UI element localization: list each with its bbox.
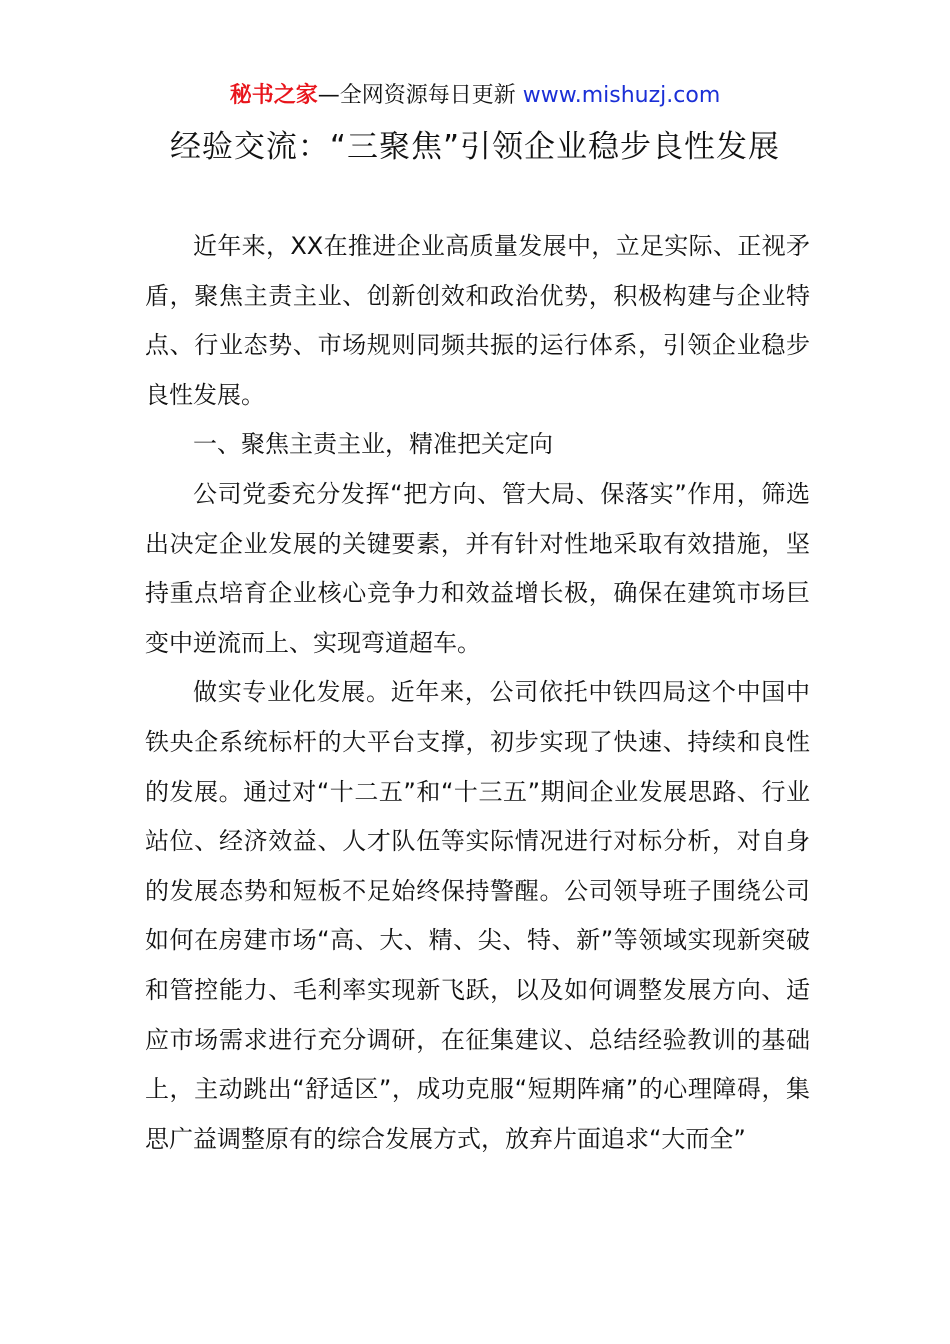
document-title: 经验交流：“三聚焦”引领企业稳步良性发展 bbox=[169, 129, 781, 165]
section-heading-1: 一、聚焦主责主业，精准把关定向 bbox=[193, 430, 553, 459]
site-url-link[interactable]: www.mishuzj.com bbox=[522, 83, 721, 108]
brand-name: 秘书之家 bbox=[229, 83, 318, 108]
paragraph-intro: 近年来，XX在推进企业高质量发展中，立足实际、正视矛盾，聚焦主责主业、创新创效和政治优势，积极构建与企业特点、行业态势、市场规则同频共振的运行体系，引领企业稳步良性发展。 bbox=[145, 232, 810, 409]
document-body bbox=[145, 222, 810, 1164]
paragraph-specialization: 做实专业化发展。近年来，公司依托中铁四局这个中国中铁央企系统标杆的大平台支撑，初步实现了快速、持续和良性的发展。通过对“十二五”和“十三五”期间企业发展思路、行业站位、经济效益、人才队伍等实际情况进行对标分析，对自身的发展态势和短板不足始终保持警醒。公司领导班子围绕公司如何在房建市场“高、大、精、尖、特、新”等领域实现新突破和管控能力、毛利率实现新飞跃，以及如何调整发展方向、适应市场需求进行充分调研，在征集建议、总结经验教训的基础上，主动跳出“舒适区”，成功克服“短期阵痛”的心理障碍，集思广益调整原有的综合发展方式，放弃片面追求“大而全” bbox=[145, 678, 810, 1153]
site-header bbox=[0, 78, 950, 114]
site-slogan: —全网资源每日更新 bbox=[317, 83, 523, 108]
paragraph-section-1: 公司党委充分发挥“把方向、管大局、保落实”作用，筛选出决定企业发展的关键要素，并有针对性地采取有效措施，坚持重点培育企业核心竞争力和效益增长极，确保在建筑市场巨变中逆流而上、实现弯道超车。 bbox=[145, 479, 810, 657]
